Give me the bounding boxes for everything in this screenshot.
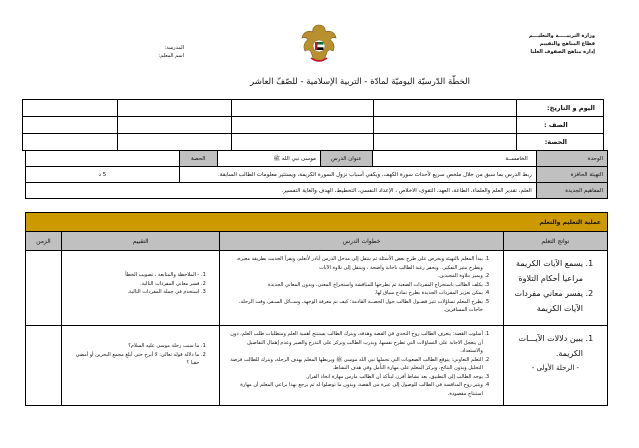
evaluation-item: 3. استخدم في جملة المفردات التالية. <box>68 288 200 297</box>
step-item: 4. ويثير روح المنافسة في الطالب للوصول إلى عبرة من القصة، ويدون ما توصلوا له ثم يرجع بهذا يراعي المعلم أن مهارة استنتاج مقصودة. <box>226 381 482 398</box>
concepts-value: العلم، تقدير العلم والعلماء، الطاعة، العهد، التقوى، الاخلاص ، الإعداد النفسي، التخطيط، الهدف والغاية التفسير. <box>26 183 537 199</box>
warmup-value: ربط الدرس بما سبق من خلال ملخص سريع لأحداث سورة الكهف، ويكفي أسباب نزول السورة الكريمة، ويستثير معلومات الطالب السابقة. <box>179 167 536 183</box>
ministry-line: قطاع المناهج والتقييم <box>539 41 595 47</box>
info-cell[interactable] <box>231 134 374 151</box>
warmup-label: التهيئة الحافزة <box>536 167 607 183</box>
info-cell[interactable] <box>374 117 517 134</box>
info-cell[interactable] <box>23 117 118 134</box>
info-cell[interactable] <box>231 117 374 134</box>
steps-header: خطوات الدرس <box>220 232 503 251</box>
time-cell <box>26 326 62 406</box>
info-cell[interactable] <box>117 134 231 151</box>
info-table <box>22 99 604 151</box>
info-row-date <box>23 100 604 117</box>
step-item: 4. يمكن تعزيز المفردات الجديدة بطرح نماذج سياق لها. <box>226 289 482 298</box>
unit-table <box>25 150 608 199</box>
outcome-item: 1. يسمع الآيات الكريمة مراعيا أحكام التلاوة <box>512 256 583 286</box>
uae-emblem-icon <box>300 22 338 64</box>
unit-label: الوحدة <box>536 151 607 167</box>
step-item: 3. يكلف الطالب باستخراج المفردات الصعبة ثم يطرحها للمناقشة واستخراج المعنى، ويدون المعاني الجديدة <box>226 281 482 290</box>
date-label: اليوم و التاريخ: <box>516 100 603 117</box>
step-item: 2. التعلم التعاوني: يتوقع الطالب الصعوبات التي تحملها نبي الله موسى ﷺ ويربطها المعلم بهدف الرحلة، ويترك للطالب فرصة التحليل ويدون النتائج، ويركز المعلم على مهارة التأمل وفي هدف النشاط. <box>226 356 482 373</box>
evaluation-cell <box>61 251 220 326</box>
period-header: الحصة <box>179 151 217 167</box>
school-info <box>104 44 184 60</box>
info-cell[interactable] <box>231 100 374 117</box>
step-item: 1. يبدأ المعلم بالتهيئة ويحرص على طرح بعض الأسئلة ثم ينتقل إلى مدخل الدرس أبادر لأتعلم، ويقرأ الحديث بطريقة معبرة، ويطرح مثير التفكير.. ويحفز رغبة الطالب باجابة واضحة ، وينتقل إلى تلاوة الآيات <box>226 255 482 272</box>
info-cell[interactable] <box>117 117 231 134</box>
lesson-title-value: موسى نبي الله ﷺ <box>217 151 320 167</box>
learning-section-row <box>26 213 608 232</box>
class-label: الصف : <box>516 117 603 134</box>
ministry-line: إدارة مناهج الصفوف العليا <box>530 49 595 55</box>
step-item: 2. ويميز بتلاوة المجيدين. <box>226 272 482 281</box>
journey-label: - الرحلة الأولى - <box>531 364 580 372</box>
info-cell[interactable] <box>374 134 517 151</box>
school-label: المدرسة: <box>164 45 184 51</box>
steps-cell <box>220 326 503 406</box>
step-item: 1. أسلوب القصة: يتعرف الطالب روح التحدي في القصة وهدفه، ويترك الطالب يستنتج أهمية العلم ومتطلبات طلب العلم، دون أن يتعجل الاجابة على التساؤلات التي تطرح نفسها، ويدرب الطالب ويركز على التدرج والصبر وعدم إهمال التفاصيل والاستعداد. <box>226 330 482 356</box>
period-value[interactable] <box>26 151 180 167</box>
warmup-time: 5 د <box>26 167 180 183</box>
concepts-row <box>26 183 608 199</box>
period-label: الحصة: <box>516 134 603 151</box>
evaluation-item: 1. - الملاحظة والمتابعة ، تصويب الخطأ <box>68 271 200 280</box>
evaluation-item: 2. ما دلالة قوله تعالى: لا أبرح حتى أبلغ مجمع البحرين أو أمضي حقبا ؟ <box>68 351 200 368</box>
concepts-label: المفاهيم الجديدة <box>536 183 607 199</box>
evaluation-header: التقييم <box>61 232 220 251</box>
warmup-row <box>26 167 608 183</box>
info-cell[interactable] <box>23 134 118 151</box>
info-cell[interactable] <box>117 100 231 117</box>
step-item: 5. يطرح المعلم تساؤلات تثير فضـول الطالب حول الحصــة القادمة؛ كيف تم معرفة الوجهة، وســائل السـفر، وقت الرحلة، حاجات المسافرين. <box>226 298 482 315</box>
outcomes-cell <box>503 251 607 326</box>
unit-value: الخامســة <box>372 151 536 167</box>
lesson-title-label: عنوان الدرس <box>321 151 373 167</box>
learning-header-row <box>26 232 608 251</box>
document-title: الخطّة الدّرسيّة اليوميّة لمادّة - التربية الإسلامية - للصّفّ العاشر <box>250 77 470 87</box>
outcomes-header: نواتج التعلم <box>503 232 607 251</box>
outcomes-cell <box>503 326 607 406</box>
outcome-item: 1. يبين دلالات الآيـــات الكريمة. <box>512 331 583 361</box>
steps-cell <box>220 251 503 326</box>
info-cell[interactable] <box>23 100 118 117</box>
teacher-label: اسم المعلم: <box>158 53 184 59</box>
learning-row <box>26 251 608 326</box>
learning-section-title: عملية التعليم والتعلم <box>26 213 608 232</box>
evaluation-item: 2. فسر معاني المفردات التالية. <box>68 280 200 289</box>
ministry-line: وزارة التربيـــــة والتعليـــم <box>529 33 595 39</box>
ministry-header <box>485 32 595 56</box>
info-row-class <box>23 117 604 134</box>
step-item: 3. يوجه الطالب إلى التطبيق، بعد نشاط أفرز، ليتأكد أن الطالب مارس مهارة اتخاذ القرار. <box>226 373 482 382</box>
learning-table <box>25 212 608 406</box>
unit-row <box>26 151 608 167</box>
time-cell <box>26 251 62 326</box>
info-row-period <box>23 134 604 151</box>
evaluation-item: 1. ما سبب رحلة موسى عليه السلام؟ <box>68 342 200 351</box>
outcome-item: 2. يفسر معاني مفردات الآيات الكريمة <box>512 286 583 316</box>
info-cell[interactable] <box>374 100 517 117</box>
time-header: الزمن <box>26 232 62 251</box>
learning-row <box>26 326 608 406</box>
evaluation-cell <box>61 326 220 406</box>
